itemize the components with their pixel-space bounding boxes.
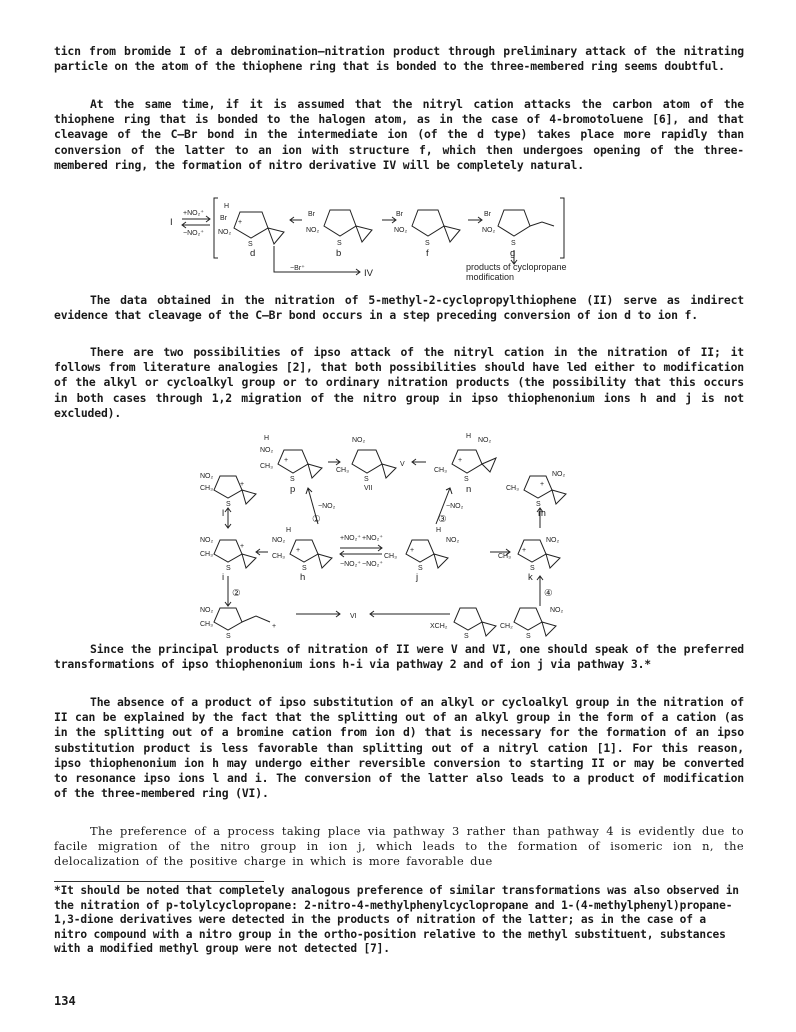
scheme1-br-g: Br bbox=[484, 211, 491, 218]
ion-label-l: l bbox=[222, 508, 225, 519]
reaction-scheme-2 bbox=[200, 428, 600, 638]
scheme2-ch3-m: CH₃ bbox=[506, 485, 519, 492]
scheme2-plus-i: + bbox=[240, 543, 245, 550]
footnote: *It should be noted that completely analogous preference of similar transformations was also observed in the nitration of p-tolylcyclopropane: 2-nitro-4-methylphenylcyclopropane and 1-(4-methylphenyl)propane-1,3-dione derivatives were detected in the products of nitration of the latter; as in the case of a nitro compound with a nitro group in the ortho-position relative to the methyl substituent, substances with a modified methyl group were not detected [7]. bbox=[54, 884, 739, 956]
scheme2-xch2: XCH₂ bbox=[430, 623, 448, 630]
scheme2-s-n: S bbox=[464, 476, 469, 483]
ion-label-d: d bbox=[250, 248, 256, 259]
scheme1-br-f: Br bbox=[396, 211, 403, 218]
label-vii: VII bbox=[364, 485, 373, 492]
reaction-scheme-1 bbox=[170, 190, 610, 282]
page-number: 134 bbox=[54, 994, 76, 1008]
scheme2-s-j: S bbox=[418, 565, 423, 572]
scheme1-no2-d: NO₂ bbox=[218, 229, 232, 236]
scheme2-ch3-i: CH₃ bbox=[200, 551, 213, 558]
scheme2-s-p: S bbox=[290, 476, 295, 483]
scheme1-s-b: S bbox=[337, 240, 342, 247]
scheme2-minus-no2-right: −NO₂⁺ bbox=[362, 561, 383, 568]
scheme2-h-n: H bbox=[466, 433, 472, 440]
scheme2-ch3-j: CH₃ bbox=[384, 553, 397, 560]
scheme1-product-iv: IV bbox=[364, 268, 373, 279]
scheme2-no2-p: NO₂ bbox=[260, 447, 274, 454]
scheme1-s-d: S bbox=[248, 241, 253, 248]
ion-label-i: i bbox=[222, 572, 225, 583]
label-v: V bbox=[400, 461, 405, 468]
paragraph-1: ticn from bromide I of a debromination—nitration product through preliminary attack of the nitrating particle on the atom of the thiophene ring that is bonded to the three-membered ring seems doubtful. bbox=[54, 44, 744, 74]
scheme2-plus-bottom: + bbox=[272, 623, 277, 630]
scheme1-no2-f: NO₂ bbox=[394, 227, 408, 234]
scheme2-ch2: CH₂ bbox=[500, 623, 513, 630]
scheme1-h-label: H bbox=[224, 203, 230, 210]
paragraph-7: The preference of a process taking place via pathway 3 rather than pathway 4 is evidently due to facile migration of the nitro group in ion j, which leads to the formation of isomeric ion n, the delocalization of the positive charge in which is more favorable due bbox=[54, 824, 744, 869]
paragraph-4: There are two possibilities of ipso attack of the nitryl cation in the nitration of II; it follows from literature analogies [2], that both possibilities should have led either to modification of the alkyl or cycloalkyl group or to ordinary nitration products (the possibility that this occurs in both cases through 1,2 migration of the nitro group in ipso thiophenonium ions h and j is not excluded). bbox=[54, 345, 744, 420]
scheme2-s-k: S bbox=[530, 565, 535, 572]
scheme1-no2-b: NO₂ bbox=[306, 227, 320, 234]
scheme2-minus-no2-left: −NO₂⁺ bbox=[340, 561, 361, 568]
scheme2-plus-l: + bbox=[240, 481, 245, 488]
scheme2-no2-vii: NO₂ bbox=[352, 437, 366, 444]
scheme2-plus-k: + bbox=[522, 547, 527, 554]
scheme2-no2-j: NO₂ bbox=[446, 537, 460, 544]
scheme2-no2-bottom: NO₂ bbox=[200, 607, 214, 614]
scheme2-s-bottom-k: S bbox=[526, 633, 531, 638]
scheme2-no2-m: NO₂ bbox=[552, 471, 566, 478]
ion-label-p: p bbox=[290, 484, 296, 495]
scheme1-minus-br: −Br⁺ bbox=[290, 265, 305, 272]
pathway-1: ① bbox=[312, 514, 321, 525]
scheme2-s-vii: S bbox=[364, 476, 369, 483]
scheme1-no2-g: NO₂ bbox=[482, 227, 496, 234]
paragraph-6: The absence of a product of ipso substitution of an alkyl or cycloalkyl group in the nitration of II can be explained by the fact that the splitting out of an alkyl group in the form of a cation (as in the splitting out of a bromine cation from ion d) that is necessary for the formation of an ipso substitution product is less favorable than splitting out of a nitryl cation [1]. For this reason, ipso thiophenonium ion h may undergo either reversible conversion to starting II or may be converted to resonance ipso ions l and i. The conversion of the latter also leads to a product of modification of the three-membered ring (VI). bbox=[54, 695, 744, 801]
ion-label-h: h bbox=[300, 572, 306, 583]
ion-label-m: m bbox=[538, 508, 546, 519]
scheme2-h-p: H bbox=[264, 435, 270, 442]
scheme2-ch3-k: CH₃ bbox=[498, 553, 511, 560]
ion-label-f: f bbox=[426, 248, 429, 259]
scheme2-no2-l: NO₂ bbox=[200, 473, 214, 480]
scheme2-no2-n: NO₂ bbox=[478, 437, 492, 444]
ion-label-g: g bbox=[510, 248, 516, 259]
label-vi: VI bbox=[350, 613, 357, 620]
scheme2-h-j: H bbox=[436, 527, 442, 534]
scheme2-plus-no2-right: +NO₂⁺ bbox=[362, 535, 383, 542]
scheme2-ch3-vii: CH₃ bbox=[336, 467, 349, 474]
scheme2-s-m: S bbox=[536, 501, 541, 508]
scheme1-note-line1: products of cyclopropane bbox=[466, 262, 567, 272]
scheme2-s-bottom: S bbox=[226, 633, 231, 638]
ion-label-n: n bbox=[466, 484, 472, 495]
pathway-3: ③ bbox=[438, 514, 447, 525]
ion-label-b: b bbox=[336, 248, 342, 259]
scheme1-s-g: S bbox=[511, 240, 516, 247]
scheme2-ch3-l: CH₃ bbox=[200, 485, 213, 492]
scheme2-ch3-h: CH₃ bbox=[272, 553, 285, 560]
ion-label-k: k bbox=[528, 572, 533, 583]
footnote-rule bbox=[54, 881, 264, 882]
scheme2-plus-j: + bbox=[410, 547, 415, 554]
scheme2-plus-no2-left: +NO₂⁺ bbox=[340, 535, 361, 542]
pathway-2: ② bbox=[232, 588, 241, 599]
scheme2-plus-n: + bbox=[458, 457, 463, 464]
scheme1-plus-no2: +NO₂⁺ bbox=[183, 210, 204, 217]
scheme1-start: I bbox=[170, 217, 173, 228]
scheme1-s-f: S bbox=[425, 240, 430, 247]
scheme2-plus-m: + bbox=[540, 481, 545, 488]
scheme1-br-d: Br bbox=[220, 215, 227, 222]
paragraph-2: At the same time, if it is assumed that the nitryl cation attacks the carbon atom of the thiophene ring that is bonded to the halogen atom, as in the case of 4-bromotoluene [6], and that cleavage of the C—Br bond in the intermediate ion (of the d type) takes place more rapidly than conversion of the latter to an ion with structure f, which then undergoes opening of the three-membered ring, the formation of nitro derivative IV will be completely natural. bbox=[54, 97, 744, 172]
scheme2-no2-k: NO₂ bbox=[546, 537, 560, 544]
scheme1-minus-no2: −NO₂⁺ bbox=[183, 230, 204, 237]
scheme1-plus-d: + bbox=[238, 219, 243, 226]
scheme2-no2-i: NO₂ bbox=[200, 537, 214, 544]
scheme2-no2-bottom-k: NO₂ bbox=[550, 607, 564, 614]
scheme2-s-h: S bbox=[302, 565, 307, 572]
paragraph-5: Since the principal products of nitration of II were V and VI, one should speak of the preferred transformations of ipso thiophenonium ions h-i via pathway 2 and of ion j via pathway 3.* bbox=[54, 642, 744, 672]
scheme2-ch3-p: CH₃ bbox=[260, 463, 273, 470]
scheme2-minus-no2-1: −NO₂ bbox=[318, 503, 336, 510]
scheme1-note-line2: modification bbox=[466, 272, 515, 282]
scheme1-br-b: Br bbox=[308, 211, 315, 218]
scheme2-minus-no2-3: −NO₂ bbox=[446, 503, 464, 510]
scheme2-plus-h: + bbox=[296, 547, 301, 554]
scheme2-s-vi: S bbox=[464, 633, 469, 638]
scheme2-ch3-n: CH₃ bbox=[434, 467, 447, 474]
scheme2-plus-p: + bbox=[284, 457, 289, 464]
pathway-4: ④ bbox=[544, 588, 553, 599]
scheme2-s-i: S bbox=[226, 565, 231, 572]
paragraph-3: The data obtained in the nitration of 5-methyl-2-cyclopropylthiophene (II) serve as indirect evidence that cleavage of the C—Br bond occurs in a step preceding conversion of ion d to ion f. bbox=[54, 293, 744, 323]
ion-label-j: j bbox=[416, 572, 419, 583]
scheme2-no2-h: NO₂ bbox=[272, 537, 286, 544]
scheme2-h-h: H bbox=[286, 527, 292, 534]
scheme2-s-l: S bbox=[226, 501, 231, 508]
scheme2-ch3-bottom: CH₃ bbox=[200, 621, 213, 628]
